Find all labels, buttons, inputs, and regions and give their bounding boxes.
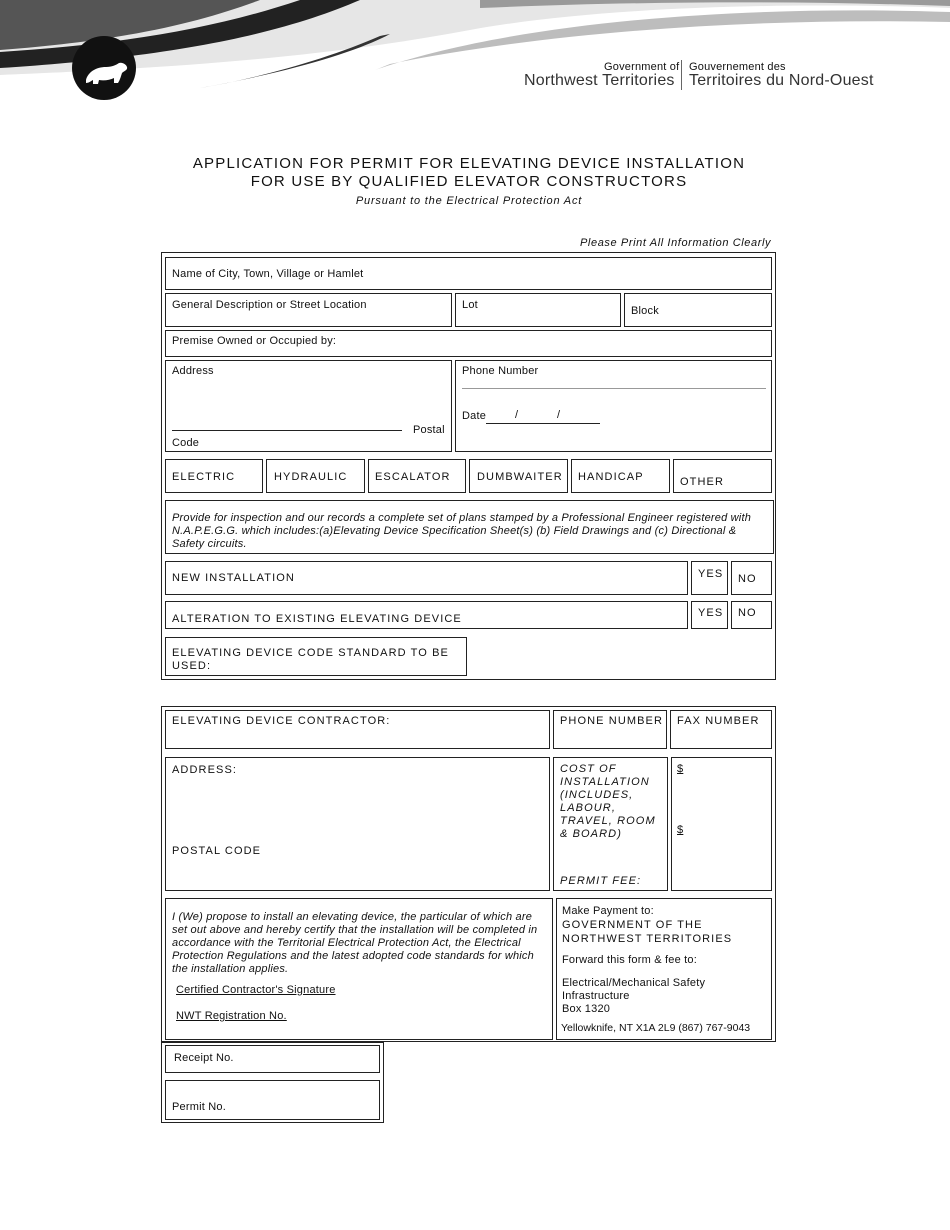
cost-amount-dollar: $ — [677, 763, 684, 775]
phone-line — [462, 388, 766, 389]
permit-field[interactable] — [165, 1080, 380, 1120]
type-hydraulic-label: HYDRAULIC — [274, 471, 348, 483]
nwt-logo — [72, 36, 136, 100]
date-sep-1: / — [515, 409, 519, 421]
type-dumbwaiter-label: DUMBWAITER — [477, 471, 563, 483]
address-line — [172, 430, 402, 431]
postal-label: Postal — [413, 424, 445, 436]
contractor-phone-label: PHONE NUMBER — [560, 715, 664, 727]
new-install-no-label: NO — [738, 573, 757, 585]
new-install-label: NEW INSTALLATION — [172, 572, 295, 584]
header-divider — [681, 60, 682, 90]
alteration-yes-label: YES — [698, 607, 724, 619]
plans-text: Provide for inspection and our records a complete set of plans stamped by a Professional Engineer registered with N.A.P.E.G.G. which includes:(a)Elevating Device Specification Sheet(s) (b) Field Drawings and (c) Directional & Safety circuits. — [172, 512, 752, 550]
city-label: Name of City, Town, Village or Hamlet — [172, 268, 364, 280]
mail-address-line4: Yellowknife, NT X1A 2L9 (867) 767-9043 — [561, 1022, 751, 1034]
polar-bear-icon — [72, 36, 136, 100]
amount-field[interactable] — [671, 757, 772, 891]
premise-label: Premise Owned or Occupied by: — [172, 335, 337, 347]
payee-line2: NORTHWEST TERRITORIES — [562, 933, 733, 945]
signature-label[interactable]: Certified Contractor's Signature — [176, 984, 336, 996]
print-note: Please Print All Information Clearly — [580, 237, 772, 249]
general-desc-label: General Description or Street Location — [172, 299, 367, 311]
block-label: Block — [631, 305, 659, 317]
lot-label: Lot — [462, 299, 478, 311]
alteration-label: ALTERATION TO EXISTING ELEVATING DEVICE — [172, 613, 462, 625]
cost-label: COST OF INSTALLATION (INCLUDES, LABOUR, TRAVEL, ROOM & BOARD) — [560, 763, 656, 840]
type-escalator-label: ESCALATOR — [375, 471, 451, 483]
permit-fee-label: PERMIT FEE: — [560, 875, 642, 887]
receipt-label: Receipt No. — [174, 1052, 234, 1064]
new-install-yes-label: YES — [698, 568, 724, 580]
forward-label: Forward this form & fee to: — [562, 954, 697, 966]
contractor-fax-label: FAX NUMBER — [677, 715, 760, 727]
type-electric-label: ELECTRIC — [172, 471, 236, 483]
contractor-postal-label: POSTAL CODE — [172, 845, 262, 857]
contractor-address-field[interactable] — [165, 757, 550, 891]
mail-address-line2: Infrastructure — [562, 990, 630, 1002]
code-label: Code — [172, 437, 200, 449]
alteration-no-label: NO — [738, 607, 757, 619]
mail-address-line1: Electrical/Mechanical Safety — [562, 977, 706, 989]
gov-fr-large: Territoires du Nord-Ouest — [689, 72, 874, 89]
form-title-line1: APPLICATION FOR PERMIT FOR ELEVATING DEVICE INSTALLATION — [192, 155, 746, 172]
date-sep-2: / — [557, 409, 561, 421]
registration-label[interactable]: NWT Registration No. — [176, 1010, 287, 1022]
fee-amount-dollar: $ — [677, 824, 684, 836]
gov-fr-small: Gouvernement des — [689, 61, 786, 73]
lot-field[interactable] — [455, 293, 621, 327]
code-standard-label: ELEVATING DEVICE CODE STANDARD TO BE USED: — [172, 647, 449, 672]
payment-label: Make Payment to: — [562, 905, 654, 917]
date-label: Date — [462, 410, 487, 422]
contractor-address-label: ADDRESS: — [172, 764, 238, 776]
form-subtitle: Pursuant to the Electrical Protection Act — [355, 195, 583, 207]
date-line[interactable] — [486, 423, 600, 424]
gov-en-large: Northwest Territories — [524, 72, 675, 89]
payee-line1: GOVERNMENT OF THE — [562, 919, 703, 931]
type-handicap-label: HANDICAP — [578, 471, 644, 483]
mail-address-line3: Box 1320 — [562, 1003, 611, 1015]
contractor-label: ELEVATING DEVICE CONTRACTOR: — [172, 715, 391, 727]
declaration-text: I (We) propose to install an elevating device, the particular of which are set out above and hereby certify that the installation will be completed in accordance with the Territorial Electrical Protection Act, the Electrical Protection Regulations and the latest adopted code standards for which the installation applies. — [172, 911, 538, 975]
form-title-line2: FOR USE BY QUALIFIED ELEVATOR CONSTRUCTORS — [250, 173, 688, 190]
gov-en-small: Government of — [604, 61, 680, 73]
type-other-label: OTHER — [680, 476, 724, 488]
address-label: Address — [172, 365, 214, 377]
phone-label: Phone Number — [462, 365, 539, 377]
permit-label: Permit No. — [172, 1101, 226, 1113]
